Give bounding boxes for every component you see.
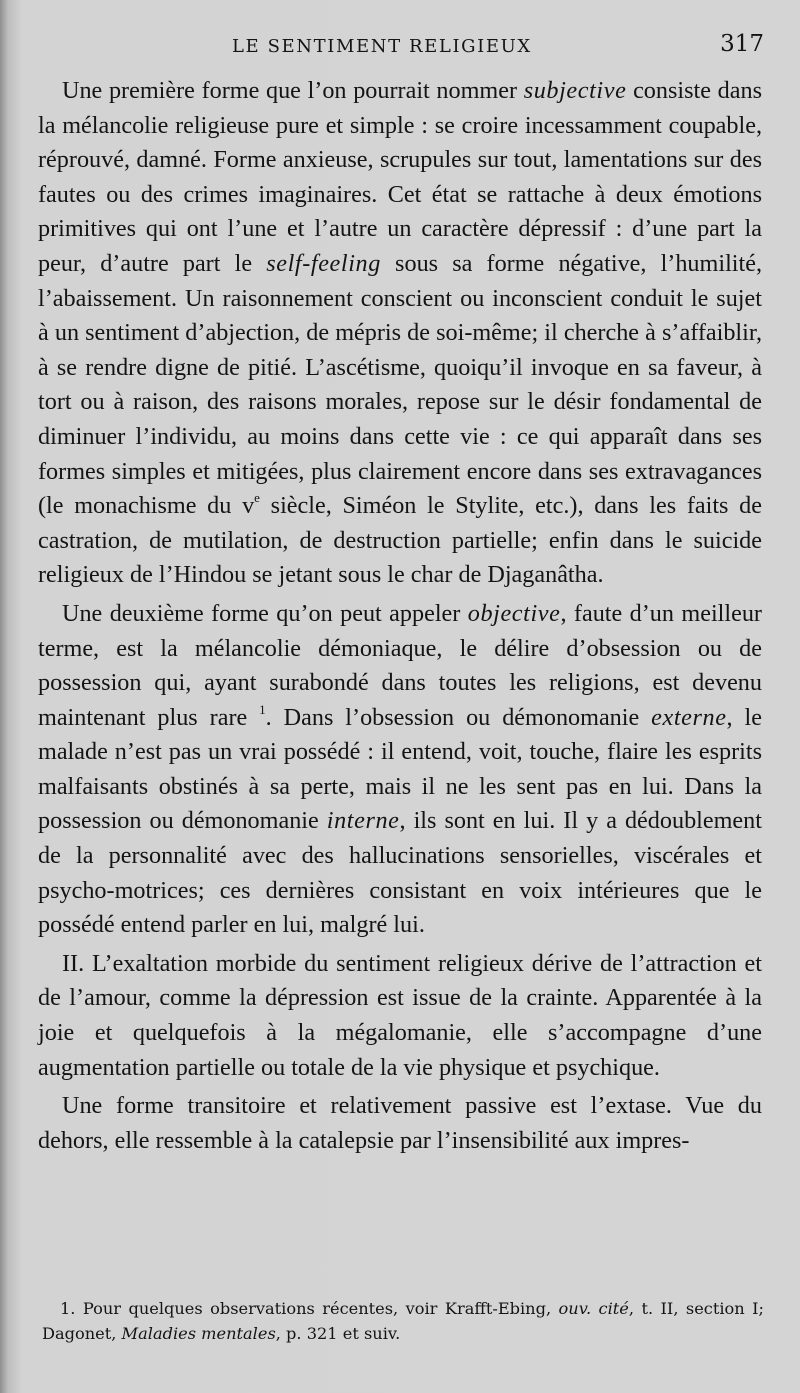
text-run: . Dans l’obsession ou démonomanie (265, 703, 652, 731)
italic-title-maladies-mentales: Maladies mentales (121, 1324, 276, 1343)
paragraph-exaltation (38, 947, 762, 1085)
italic-term-self-feeling: self-feeling (266, 249, 381, 277)
running-title: LE SENTIMENT RELIGIEUX (232, 36, 532, 57)
text-run: Une deuxième forme qu’on peut appeler (62, 599, 468, 627)
italic-term-objective: objective (467, 599, 561, 627)
text-run: II. L’exaltation morbide du sentiment religieux dérive de l’attraction et de l’amour, comme la dépression est issue de la crainte. Apparentée à la joie et quelquefois à la mégalomanie, elle s’accompagne d’une augmentation partielle ou totale de la vie physique et psychique. (38, 949, 762, 1081)
footnote (42, 1296, 764, 1346)
text-run: , faute d’un meilleur terme, est la mélancolie démoniaque, le délire d’obsession ou de possession qui, ayant surabondé dans toutes les religions, est devenu maintenant plus rare (38, 599, 762, 731)
paragraph-ecstasy (38, 1089, 762, 1158)
text-run: consiste dans la mélancolie religieuse pure et simple : se croire incessamment coupable, réprouvé, damné. Forme anxieuse, scrupules sur tout, lamentations sur des fautes ou des crimes imaginaires. Cet état se rattache à deux émotions primitives qui ont l’une et l’autre un caractère dépressif : d’une part la peur, d’autre part le (38, 77, 762, 277)
text-run: , le malade n’est pas un vrai possédé : il entend, voit, touche, flaire les esprits malfaisants obstinés à sa perte, mais il ne les sent pas en lui. Dans la possession ou démonomanie (38, 703, 762, 835)
italic-term-externe: externe (651, 703, 727, 731)
text-run: , t. II, section I; Dagonet, (42, 1299, 764, 1343)
text-run: siècle, Siméon le Stylite, etc.), dans les faits de castration, de mutilation, de destruction partielle; enfin dans le suicide religieux de l’Hindou se jetant sous le char de Djaganâtha. (38, 492, 763, 589)
text-run: Une forme transitoire et relativement passive est l’extase. Vue du dehors, elle ressemble à la catalepsie par l’insensibilité aux impres- (38, 1092, 762, 1154)
paragraph-subjective-melancholy (38, 74, 762, 593)
page-header (40, 30, 764, 64)
page-number: 317 (720, 31, 764, 57)
text-run: 1. Pour quelques observations récentes, voir Krafft-Ebing, (60, 1299, 559, 1318)
italic-term-subjective: subjective (523, 77, 627, 104)
body-text (38, 74, 762, 1162)
text-run: , ils sont en lui. Il y a dédoublement de la personnalité avec des hallucinations sensorielles, viscérales et psycho-motrices; ces dernières consistant en voix intérieures que le possédé entend parler en lui, malgré lui. (38, 807, 762, 939)
text-run: Une première forme que l’on pourrait nommer (62, 77, 524, 104)
text-run: sous sa forme négative, l’humilité, l’abaissement. Un raisonnement conscient ou inconscient conduit le sujet à un sentiment d’abjection, de mépris de soi-même; il cherche à s’affaiblir, à se rendre digne de pitié. L’ascétisme, quoiqu’il invoque en sa faveur, à tort ou à raison, des raisons morales, repose sur le désir fondamental de diminuer l’individu, au moins dans cette vie : ce qui apparaît dans ses formes simples et mitigées, plus clairement encore dans ses extravagances (le monachisme du v (38, 249, 763, 520)
footnote-marker: 1 (259, 701, 266, 717)
text-run: , p. 321 et suiv. (275, 1324, 401, 1343)
superscript-e: e (254, 490, 260, 506)
italic-title-ouv-cite: ouv. cité (558, 1299, 629, 1318)
paragraph-demonic-melancholy (38, 597, 762, 943)
italic-term-interne: interne (326, 807, 400, 835)
